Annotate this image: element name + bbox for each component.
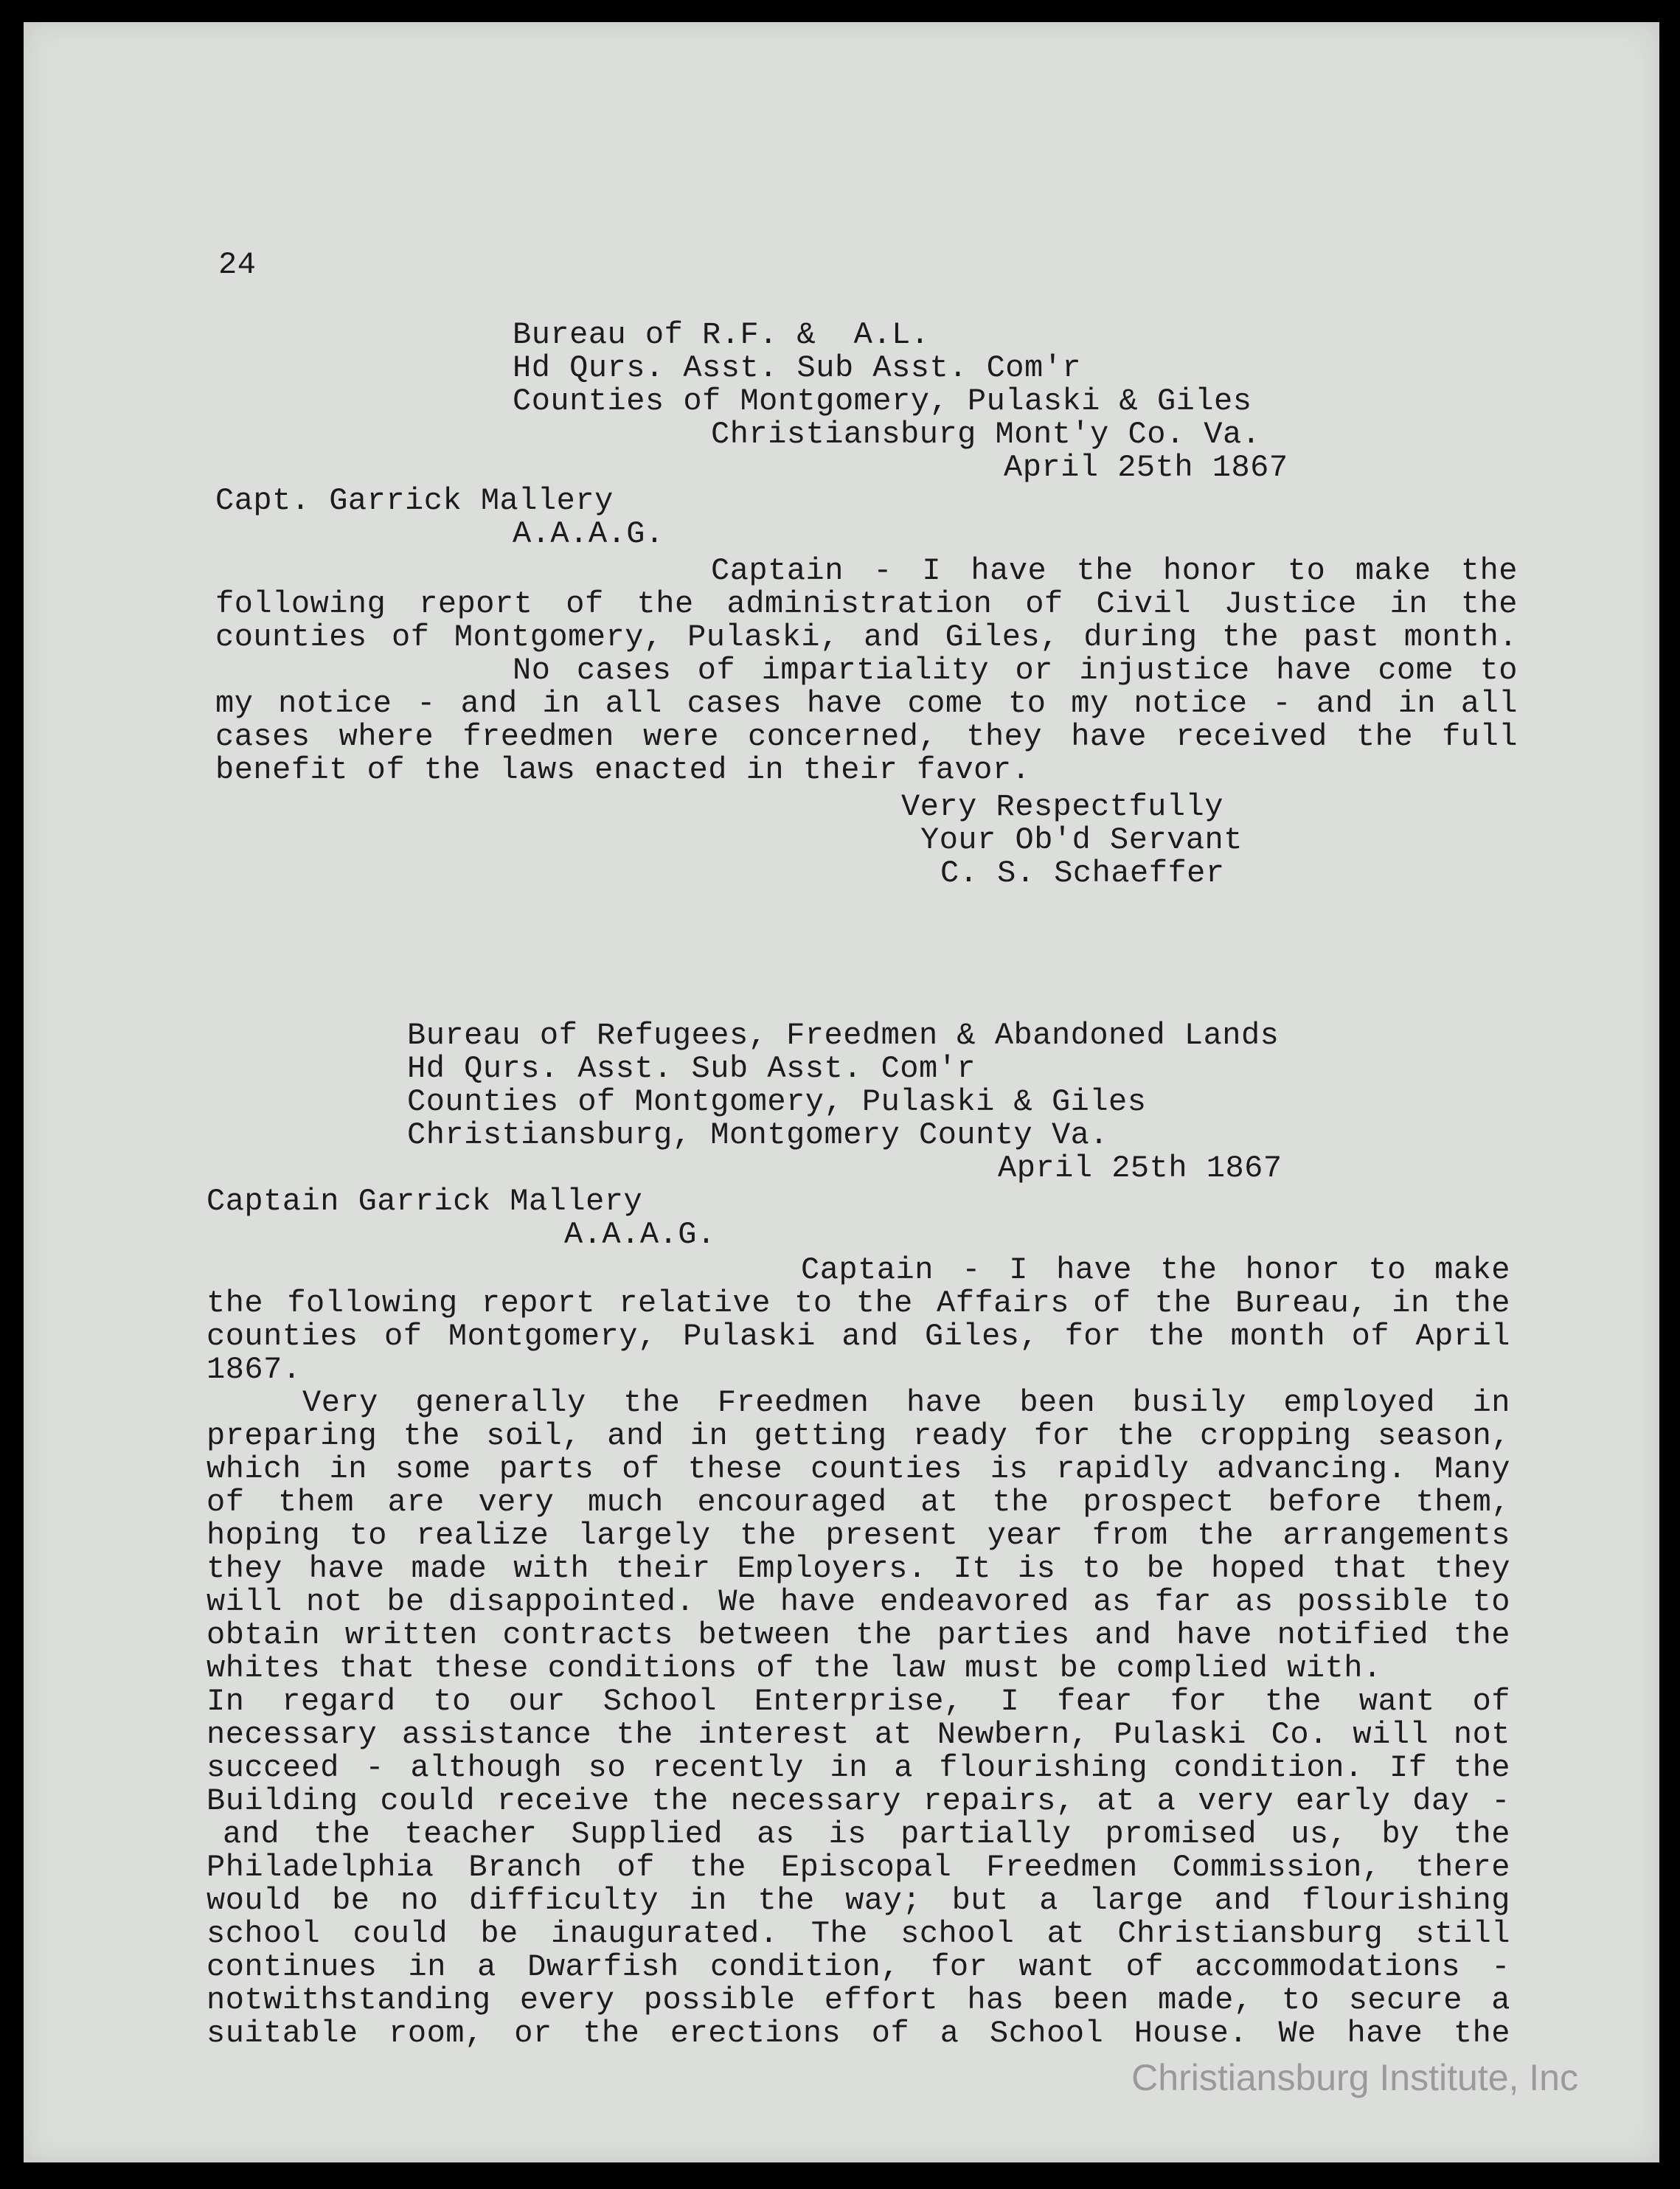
letter2-body-line: suitable room, or the erections of a School House. We have the xyxy=(206,2016,1510,2051)
letter2-heading-line: Counties of Montgomery, Pulaski & Giles xyxy=(407,1084,1147,1120)
letter2-body-line: succeed - although so recently in a flourishing condition. If the xyxy=(206,1750,1510,1786)
page-number: 24 xyxy=(218,247,257,282)
letter2-body-line: hoping to realize largely the present year from the arrangements xyxy=(206,1518,1510,1553)
letter1-heading-line: Hd Qurs. Asst. Sub Asst. Com'r xyxy=(513,350,1082,386)
document-page xyxy=(24,22,1659,2162)
letter2-addressee-title: A.A.A.G. xyxy=(564,1217,716,1252)
letter2-body-line: In regard to our School Enterprise, I fear for the want of xyxy=(206,1684,1510,1719)
letter2-body-line: Captain - I have the honor to make xyxy=(801,1252,1510,1288)
letter2-body-line: Very generally the Freedmen have been busily employed in xyxy=(302,1385,1510,1420)
letter2-body-line: 1867. xyxy=(206,1352,302,1387)
letter2-body-line: school could be inaugurated. The school at Christiansburg still xyxy=(206,1916,1510,1952)
letter2-heading-line: Hd Qurs. Asst. Sub Asst. Com'r xyxy=(407,1051,976,1086)
letter1-body-line: following report of the administration of Civil Justice in the xyxy=(215,586,1518,622)
letter2-body-line: necessary assistance the interest at Newbern, Pulaski Co. will not xyxy=(206,1717,1510,1752)
letter1-body-line: benefit of the laws enacted in their favor. xyxy=(215,752,1031,788)
letter1-heading-line: Bureau of R.F. & A.L. xyxy=(513,317,930,353)
letter1-signature: C. S. Schaeffer xyxy=(940,856,1225,891)
letter1-addressee-title: A.A.A.G. xyxy=(513,516,664,552)
letter2-body-line: counties of Montgomery, Pulaski and Giles, for the month of April xyxy=(206,1319,1510,1354)
letter1-body-line: Captain - I have the honor to make the xyxy=(711,553,1518,589)
letter2-body-line: which in some parts of these counties is rapidly advancing. Many xyxy=(206,1451,1510,1487)
letter2-body-line: Philadelphia Branch of the Episcopal Freedmen Commission, there xyxy=(206,1850,1510,1885)
letter1-closing: Very Respectfully xyxy=(901,789,1223,825)
letter2-date: April 25th 1867 xyxy=(998,1151,1282,1186)
watermark: Christiansburg Institute, Inc xyxy=(1131,2057,1578,2098)
letter1-heading-line: Christiansburg Mont'y Co. Va. xyxy=(711,417,1261,452)
letter2-body-line: whites that these conditions of the law must be complied with. xyxy=(206,1651,1382,1686)
letter1-body-line: cases where freedmen were concerned, they have received the full xyxy=(215,719,1518,754)
letter2-body-line: preparing the soil, and in getting ready for the cropping season, xyxy=(206,1418,1510,1454)
letter2-body-line: would be no difficulty in the way; but a large and flourishing xyxy=(206,1883,1510,1918)
letter2-body-line: continues in a Dwarfish condition, for want of accommodations - xyxy=(206,1949,1510,1985)
letter1-body-line: my notice - and in all cases have come to my notice - and in all xyxy=(215,686,1518,721)
letter2-heading-line: Bureau of Refugees, Freedmen & Abandoned Lands xyxy=(407,1018,1280,1053)
letter2-body-line: the following report relative to the Affairs of the Bureau, in the xyxy=(206,1286,1510,1321)
letter1-body-line: counties of Montgomery, Pulaski, and Giles, during the past month. xyxy=(215,620,1518,655)
letter1-addressee: Capt. Garrick Mallery xyxy=(215,483,614,518)
letter2-addressee: Captain Garrick Mallery xyxy=(206,1184,643,1219)
letter1-date: April 25th 1867 xyxy=(1004,450,1288,485)
letter1-closing: Your Ob'd Servant xyxy=(920,822,1243,858)
letter2-body-line: they have made with their Employers. It is to be hoped that they xyxy=(206,1551,1510,1586)
letter1-body-line: No cases of impartiality or injustice have come to xyxy=(513,653,1518,688)
letter1-heading-line: Counties of Montgomery, Pulaski & Giles xyxy=(513,384,1252,419)
letter2-body-line: obtain written contracts between the parties and have notified the xyxy=(206,1617,1510,1653)
letter2-body-line: of them are very much encouraged at the prospect before them, xyxy=(206,1485,1510,1520)
letter2-body-line: notwithstanding every possible effort has been made, to secure a xyxy=(206,1982,1510,2018)
letter2-body-line: and the teacher Supplied as is partially promised us, by the xyxy=(223,1817,1510,1852)
letter2-body-line: Building could receive the necessary repairs, at a very early day - xyxy=(206,1783,1510,1819)
letter2-body-line: will not be disappointed. We have endeavored as far as possible to xyxy=(206,1584,1510,1620)
letter2-heading-line: Christiansburg, Montgomery County Va. xyxy=(407,1117,1109,1153)
